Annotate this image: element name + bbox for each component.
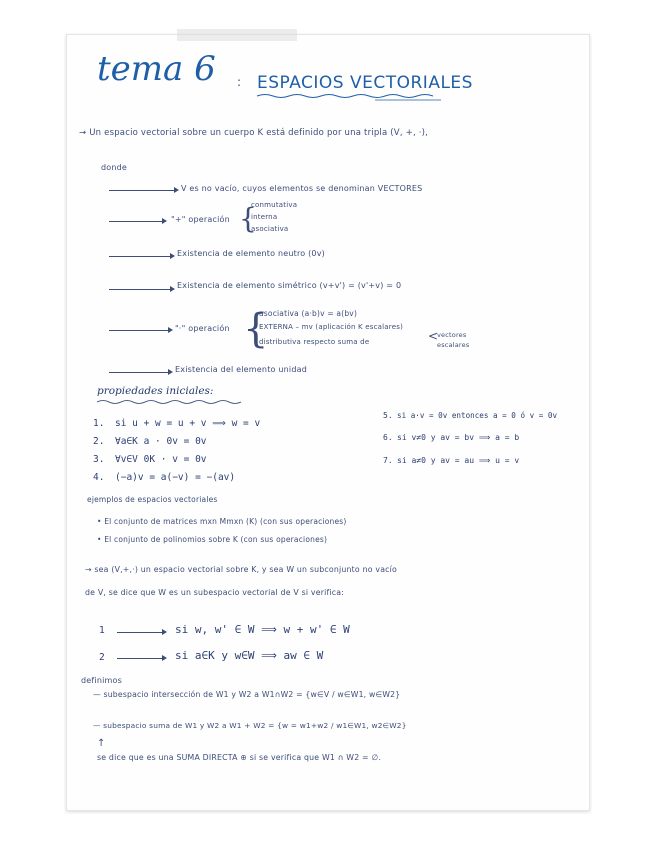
property: si v≠0 y av = bv ⟹ a = b [397,433,520,442]
intro-line-1: → Un espacio vectorial sobre un cuerpo K está definido por una tripla (V, +, ·), [79,128,429,138]
arrow-icon [109,256,173,257]
property: si a≠0 y av = au ⟹ u = v [397,456,520,465]
def-v-nonempty: V es no vacío, cuyos elementos se denominan VECTORES [181,184,423,193]
prop-num: 1. [93,418,105,429]
prop-num: 4. [93,472,105,483]
property: (−a)v = a(−v) = −(av) [115,472,236,483]
brace-icon: { [243,306,269,352]
brace-icon: { [239,202,257,235]
subspace-condition: si w, w' ∈ W ⟹ w + w' ∈ W [175,623,350,636]
notebook-page [66,34,590,811]
subtitle-underline [255,93,445,101]
arrow-icon [109,330,171,331]
properties-heading: propiedades iniciales: [97,385,214,397]
definitions-heading: definimos [81,676,122,685]
prop-num: 5. [383,411,393,420]
example-item: • El conjunto de matrices mxn Mmxn (K) (con sus operaciones) [97,517,347,526]
def-sum: — subespacio suma de W1 y W2 a W1 + W2 = {w = w1+w2 / w1∈W1, w2∈W2} [93,721,407,730]
heading-underline [95,399,245,405]
def-neutral: Existencia de elemento neutro (0v) [177,249,325,258]
prop-num: 3. [93,454,105,465]
arrow-icon [109,289,173,290]
property: si u + w = u + v ⟹ w = v [115,418,261,429]
arrow-icon [109,221,165,222]
prop-num: 6. [383,433,393,442]
def-op-plus: "+" operación [171,215,230,224]
title-separator: : [237,75,242,89]
def-unit: Existencia del elemento unidad [175,365,307,374]
def-intersection: — subespacio intersección de W1 y W2 a W1∩W2 = {w∈V / w∈W1, w∈W2} [93,690,401,699]
prop-num: 7. [383,456,393,465]
intro-line-2: donde [101,163,128,172]
example-item: • El conjunto de polinomios sobre K (con sus operaciones) [97,535,328,544]
op-dot-prop: asociativa (a·b)v = a(bv) [259,309,358,318]
page-title: tema 6 [97,49,216,89]
property: si a·v = 0v entonces a = 0 ó v = 0v [397,411,558,420]
op-plus-prop: asociativa [251,225,289,233]
condition-num: 2 [99,652,105,663]
subspace-line-1: → sea (V,+,·) un espacio vectorial sobre K, y sea W un subconjunto no vacío [85,565,397,574]
op-plus-prop: conmutativa [251,201,298,209]
property: ∀v∈V 0K · v = 0v [115,454,207,465]
def-symmetric: Existencia de elemento simétrico (v+v') = (v'+v) = 0 [177,281,402,290]
brace-icon: < [428,329,439,343]
op-dot-vectors: vectores [437,331,467,339]
arrow-icon [109,372,171,373]
arrow-icon [109,190,177,191]
op-plus-prop: interna [251,213,278,221]
condition-num: 1 [99,625,105,636]
op-dot-prop: EXTERNA – mv (aplicación K escalares) [259,323,403,331]
examples-heading: ejemplos de espacios vectoriales [87,495,218,504]
op-dot-prop: distributiva respecto suma de [259,338,370,346]
page-subtitle: ESPACIOS VECTORIALES [257,73,473,93]
arrow-icon [117,632,165,633]
def-direct-sum: se dice que es una SUMA DIRECTA ⊕ si se verifica que W1 ∩ W2 = ∅. [97,753,382,762]
property: ∀a∈K a · 0v = 0v [115,436,207,447]
op-dot-scalars: escalares [437,341,470,349]
subspace-line-2: de V, se dice que W es un subespacio vectorial de V si verifica: [85,588,345,597]
arrow-icon [117,658,165,659]
prop-num: 2. [93,436,105,447]
def-op-dot: "·" operación [175,324,230,333]
subspace-condition: si a∈K y w∈W ⟹ aw ∈ W [175,649,324,662]
up-arrow-icon: ↑ [97,738,106,749]
